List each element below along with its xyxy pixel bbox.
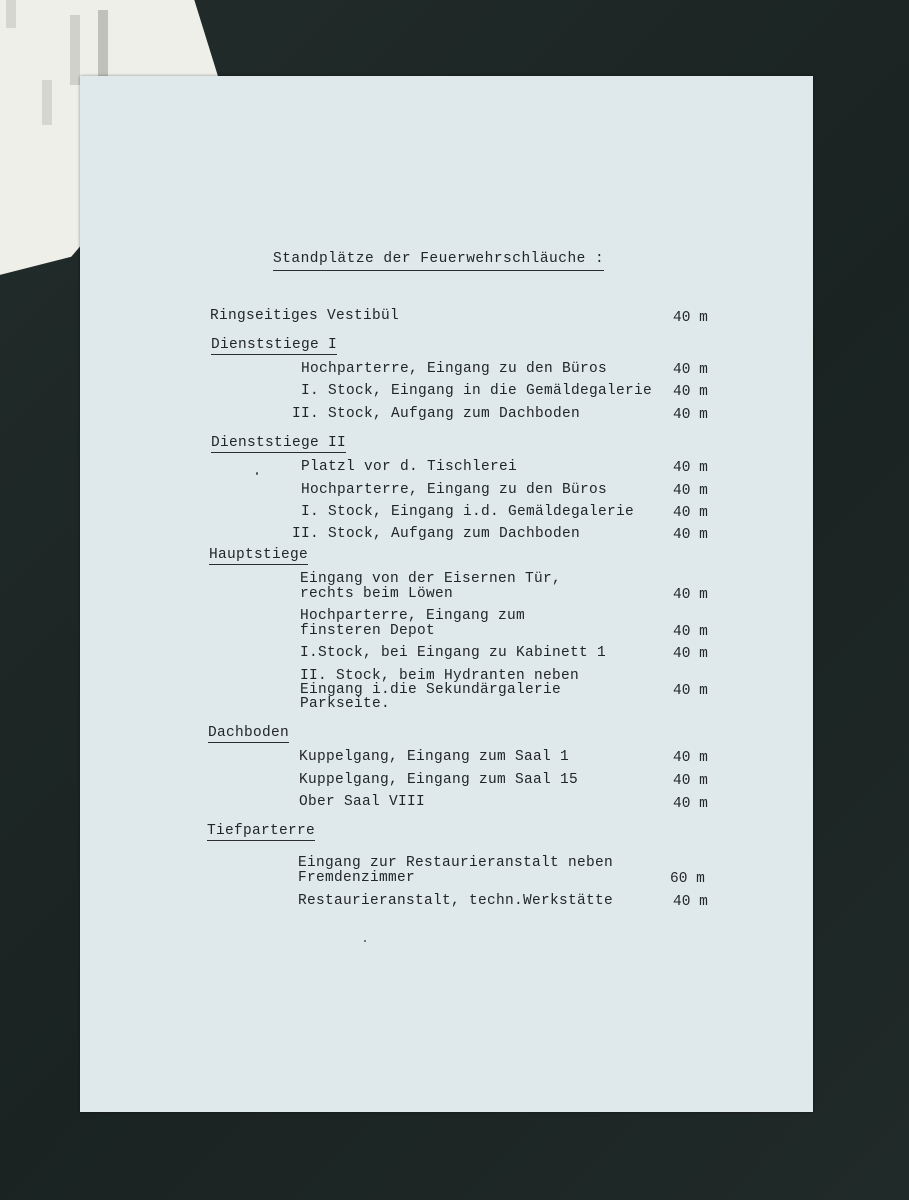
entry-location-line: finsteren Depot — [300, 623, 436, 639]
entry-length: 40 m — [673, 587, 708, 603]
entry-location-line: Eingang zur Restaurieranstalt neben — [298, 855, 614, 871]
entry-length: 40 m — [673, 310, 708, 326]
entry-length: 40 m — [673, 407, 708, 423]
section-heading: Dienststiege II — [211, 435, 347, 451]
entry-location-line: rechts beim Löwen — [300, 586, 454, 602]
section-heading: Tiefparterre — [207, 823, 316, 839]
entry-location: II. Stock, Aufgang zum Dachboden — [292, 406, 581, 422]
entry-length: 40 m — [673, 527, 708, 543]
entry-location: Kuppelgang, Eingang zum Saal 15 — [299, 772, 579, 788]
entry-length: 40 m — [673, 796, 708, 812]
entry-location-line: I.Stock, bei Eingang zu Kabinett 1 — [300, 645, 607, 661]
section-heading: Hauptstiege — [209, 547, 309, 563]
entry-location: Kuppelgang, Eingang zum Saal 1 — [299, 749, 570, 765]
entry-length: 40 m — [673, 362, 708, 378]
entry-length: 40 m — [673, 505, 708, 521]
entry-location-line: Eingang von der Eisernen Tür, — [300, 571, 562, 587]
entry-length: 40 m — [673, 384, 708, 400]
entry-location-line: II. Stock, beim Hydranten neben — [300, 668, 580, 684]
entry-length: 40 m — [673, 646, 708, 662]
faded-text-mark — [6, 0, 16, 28]
entry-length: 40 m — [673, 483, 708, 499]
page-title: Standplätze der Feuerwehrschläuche : — [273, 251, 604, 271]
entry-location-line: Hochparterre, Eingang zum — [300, 608, 526, 624]
entry-length: 40 m — [673, 773, 708, 789]
entry-location: Hochparterre, Eingang zu den Büros — [301, 361, 608, 377]
faded-text-mark — [42, 80, 52, 125]
faded-text-mark — [70, 15, 80, 85]
entry-location: II. Stock, Aufgang zum Dachboden — [292, 526, 581, 542]
entry-location-line: Eingang i.die Sekundärgalerie — [300, 682, 562, 698]
paper-speck — [256, 472, 258, 475]
entry-length: 40 m — [673, 624, 708, 640]
entry-location: I. Stock, Eingang i.d. Gemäldegalerie — [301, 504, 635, 520]
section-heading: Dachboden — [208, 725, 290, 741]
entry-location: Restaurieranstalt, techn.Werkstätte — [298, 893, 614, 909]
entry-length: 40 m — [673, 894, 708, 910]
typed-page — [80, 76, 813, 1112]
entry-location: Ober Saal VIII — [299, 794, 426, 810]
entry-location: Platzl vor d. Tischlerei — [301, 459, 518, 475]
entry-location-line: Parkseite. — [300, 696, 391, 712]
entry-location: I. Stock, Eingang in die Gemäldegalerie — [301, 383, 653, 399]
entry-location: Ringseitiges Vestibül — [210, 308, 400, 324]
section-heading: Dienststiege I — [211, 337, 338, 353]
entry-location-line: Fremdenzimmer — [298, 870, 416, 886]
entry-length: 40 m — [673, 683, 708, 699]
entry-length: 40 m — [673, 750, 708, 766]
paper-speck — [364, 940, 366, 942]
entry-length: 40 m — [673, 460, 708, 476]
entry-length: 60 m — [670, 871, 705, 887]
entry-location: Hochparterre, Eingang zu den Büros — [301, 482, 608, 498]
